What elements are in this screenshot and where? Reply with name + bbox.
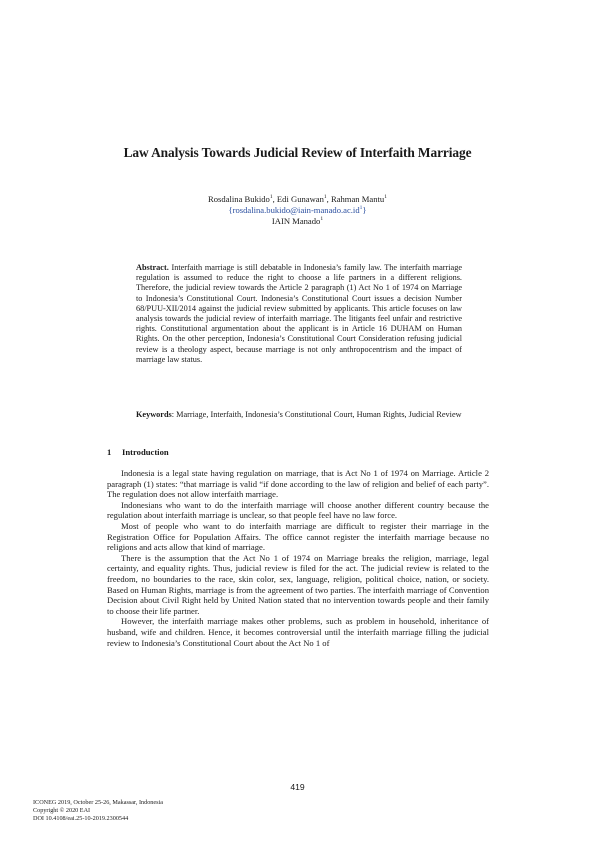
author-affiliation-mark: 1 bbox=[269, 194, 273, 200]
author-separator: , bbox=[326, 194, 331, 204]
keywords bbox=[136, 410, 462, 420]
page-number: 419 bbox=[290, 782, 305, 792]
author-separator: , bbox=[272, 194, 277, 204]
body-paragraph: However, the interfaith marriage makes other problems, such as problem in household, inheritance of husband, wife and children. Hence, it becomes controversial until the interfaith marriage filling the judicial review to Indonesia’s Constitutional Court about the Act No 1 of bbox=[107, 616, 489, 648]
author-name: Edi Gunawan bbox=[276, 194, 324, 204]
section-heading bbox=[107, 447, 169, 457]
body-paragraph: Indonesians who want to do the interfaith marriage will choose another different country because the regulation about interfaith marriage is unclear, so that people feel have no law force. bbox=[107, 499, 489, 521]
author-email-link[interactable] bbox=[100, 205, 495, 216]
email-close-brace: } bbox=[362, 204, 367, 215]
affiliation-mark: 1 bbox=[320, 215, 324, 222]
footer bbox=[33, 799, 163, 824]
body-paragraph: There is the assumption that the Act No 1 of 1974 on Marriage breaks the religion, marriage, legal certainty, and equality rights. Thus, judicial review is filed for the act. The judicial review is related to the freedom, no boundaries to the race, skin color, sex, language, religion, political choice, nation, or society. Based on Human Rights, marriage is from the agreement of two parties. The interfaith marriage of Convention Decision about Civil Right held by United Nation stated that no intervention towards people and their family to choose their life partner. bbox=[107, 552, 489, 616]
body-paragraph: Most of people who want to do interfaith marriage are difficult to register their marriage in the Registration Office for Population Affairs. The office cannot register the interfaith marriage because no religions and acts allow that kind of marriage. bbox=[107, 520, 489, 553]
section-title: Introduction bbox=[122, 447, 169, 457]
keywords-text: : Marriage, Interfaith, Indonesia’s Constitutional Court, Human Rights, Judicial Review bbox=[171, 410, 462, 419]
body-paragraph: Indonesia is a legal state having regulation on marriage, that is Act No 1 of 1974 on Marriage. Article 2 paragraph (1) states: “that marriage is valid “if done according to the law of religion and belief of each party”. The regulation does not allow interfaith marriage. bbox=[107, 468, 489, 500]
author-block bbox=[100, 194, 495, 226]
paper-title: Law Analysis Towards Judicial Review of Interfaith Marriage bbox=[123, 145, 472, 160]
abstract-text: Interfaith marriage is still debatable in Indonesia’s family law. The interfaith marriage regulation is assumed to reduce the right to choose a life partners in a different religions. Therefore, the judicial review towards the Article 2 paragraph (1) Act No 1 of 1974 on Marriage to Indonesia’s Constitutional Court. Indonesia’s Constitutional Court issues a decision Number 68/PUU-XII/2014 against the judicial review submitted by applicants. This article focuses on law analysis towards the judicial review of interfaith marriage. The litigants feel unfair and restrictive rights. Constitutional argumentation about the applicant is in Article 16 DUHAM on Human Rights. On the other perception, Indonesia’s Constitutional Court Consideration refusing judicial review is a theology aspect, because marriage is not only anthropocentrism and the impact of marriage law status. bbox=[136, 263, 462, 364]
abstract-label: Abstract. bbox=[136, 263, 169, 272]
affiliation bbox=[100, 216, 495, 227]
section-body bbox=[107, 468, 489, 648]
author-list bbox=[100, 194, 495, 205]
footer-doi: DOI 10.4108/eai.25-10-2019.2300544 bbox=[33, 815, 129, 823]
footer-conference: ICONEG 2019, October 25-26, Makassar, Indonesia bbox=[33, 799, 164, 806]
author-affiliation-mark: 1 bbox=[323, 194, 327, 200]
author-affiliation-mark: 1 bbox=[384, 194, 387, 200]
author-email[interactable]: {rosdalina.bukido@iain-manado.ac.id bbox=[228, 204, 360, 215]
email-affiliation-mark: 1 bbox=[359, 204, 363, 211]
author-name: Rosdalina Bukido bbox=[208, 194, 270, 204]
keywords-label: Keywords bbox=[136, 410, 172, 419]
affiliation-name: IAIN Manado bbox=[271, 215, 321, 226]
section-number: 1 bbox=[107, 447, 112, 457]
abstract bbox=[136, 263, 462, 365]
author-name: Rahman Mantu bbox=[330, 194, 385, 204]
footer-copyright: Copyright © 2020 EAI bbox=[33, 807, 91, 815]
